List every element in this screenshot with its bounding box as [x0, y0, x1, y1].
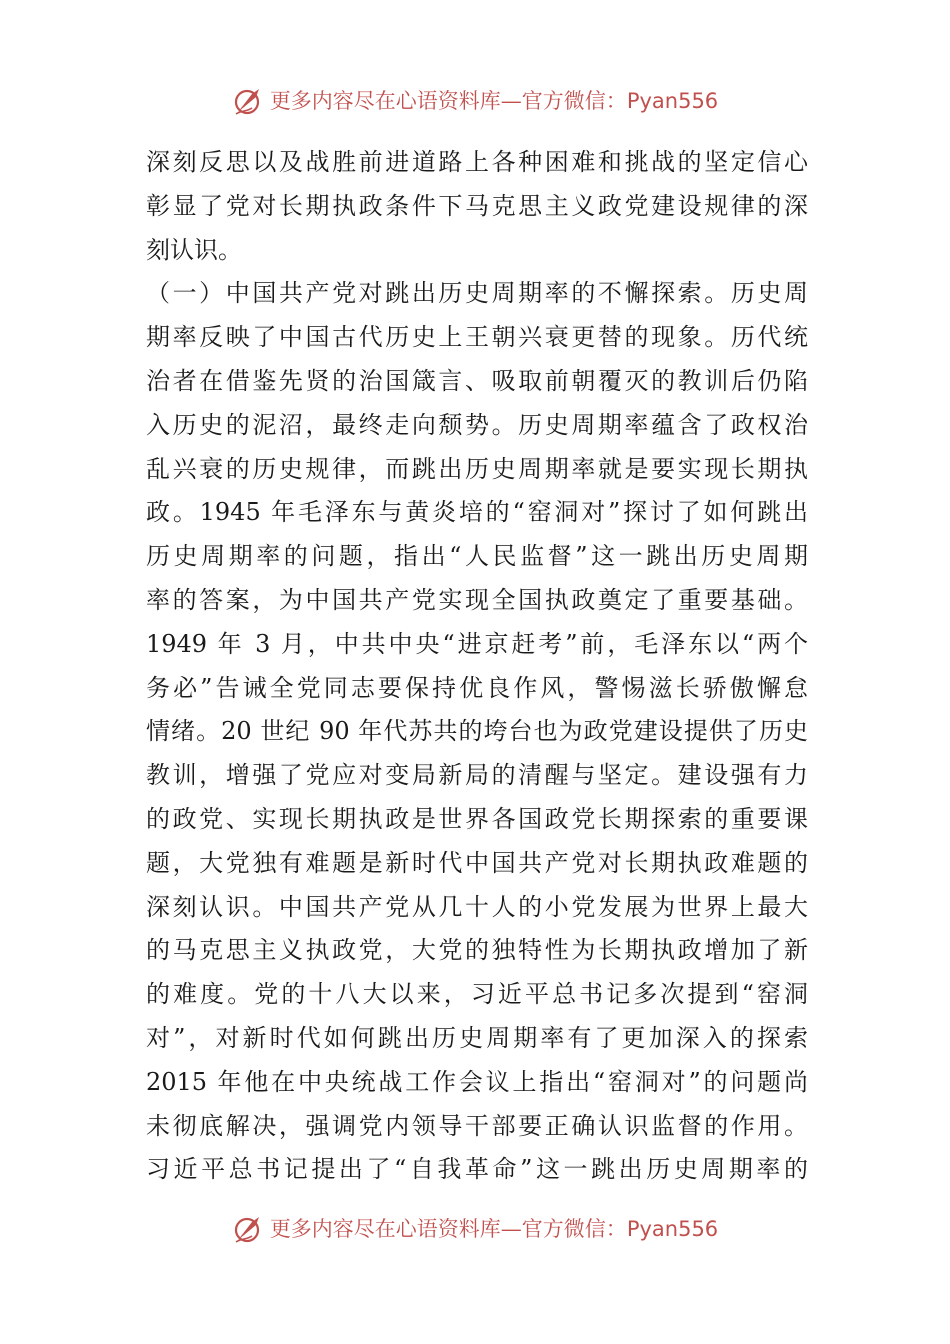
text-line: 习近平总书记提出了“自我革命”这一跳出历史周期率的 [146, 1155, 808, 1184]
text-line: 的马克思主义执政党，大党的独特性为长期执政增加了新 [146, 936, 808, 965]
text-line: 情绪。20 世纪 90 年代苏共的垮台也为政党建设提供了历史 [146, 717, 808, 746]
text-line: 率的答案，为中国共产党实现全国执政奠定了重要基础。 [146, 585, 808, 614]
pen-nib-logo-icon [232, 86, 266, 116]
text-line: 历史周期率的问题，指出“人民监督”这一跳出历史周期 [146, 542, 808, 571]
text-line: 政。1945 年毛泽东与黄炎培的“窑洞对”探讨了如何跳出 [146, 498, 808, 527]
header-watermark [0, 86, 950, 116]
text-line: 的政党、实现长期执政是世界各国政党长期探索的重要课 [146, 804, 808, 833]
text-line: 彰显了党对长期执政条件下马克思主义政党建设规律的深 [146, 191, 808, 220]
text-line: 期率反映了中国古代历史上王朝兴衰更替的现象。历代统 [146, 323, 808, 352]
text-line: 的难度。党的十八大以来，习近平总书记多次提到“窑洞 [146, 980, 808, 1009]
text-line: 刻认识。 [146, 235, 242, 264]
footer-watermark [0, 1214, 950, 1244]
text-line: 治者在借鉴先贤的治国箴言、吸取前朝覆灭的教训后仍陷 [146, 366, 808, 395]
text-line: 题，大党独有难题是新时代中国共产党对长期执政难题的 [146, 848, 808, 877]
text-line: 入历史的泥沼，最终走向颓势。历史周期率蕴含了政权治 [146, 410, 808, 439]
text-line: （一）中国共产党对跳出历史周期率的不懈探索。历史周 [146, 279, 808, 308]
text-line: 深刻认识。中国共产党从几十人的小党发展为世界上最大 [146, 892, 808, 921]
watermark-text: 更多内容尽在心语资料库—官方微信：Pyan556 [269, 89, 719, 113]
text-line: 对”，对新时代如何跳出历史周期率有了更加深入的探索 [146, 1023, 808, 1052]
pen-nib-logo-icon [232, 1214, 266, 1244]
watermark-text: 更多内容尽在心语资料库—官方微信：Pyan556 [269, 1217, 719, 1241]
text-line: 务必”告诫全党同志要保持优良作风，警惕滋长骄傲懈怠 [146, 673, 808, 702]
text-line: 乱兴衰的历史规律，而跳出历史周期率就是要实现长期执 [146, 454, 808, 483]
text-line: 未彻底解决，强调党内领导干部要正确认识监督的作用。 [146, 1111, 808, 1140]
text-line: 深刻反思以及战胜前进道路上各种困难和挑战的坚定信心 [146, 148, 808, 176]
document-body [146, 141, 808, 1192]
text-line: 教训，增强了党应对变局新局的清醒与坚定。建设强有力 [146, 761, 808, 790]
text-line: 1949 年 3 月，中共中央“进京赶考”前，毛泽东以“两个 [146, 629, 808, 658]
text-line: 2015 年他在中央统战工作会议上指出“窑洞对”的问题尚 [146, 1067, 808, 1096]
